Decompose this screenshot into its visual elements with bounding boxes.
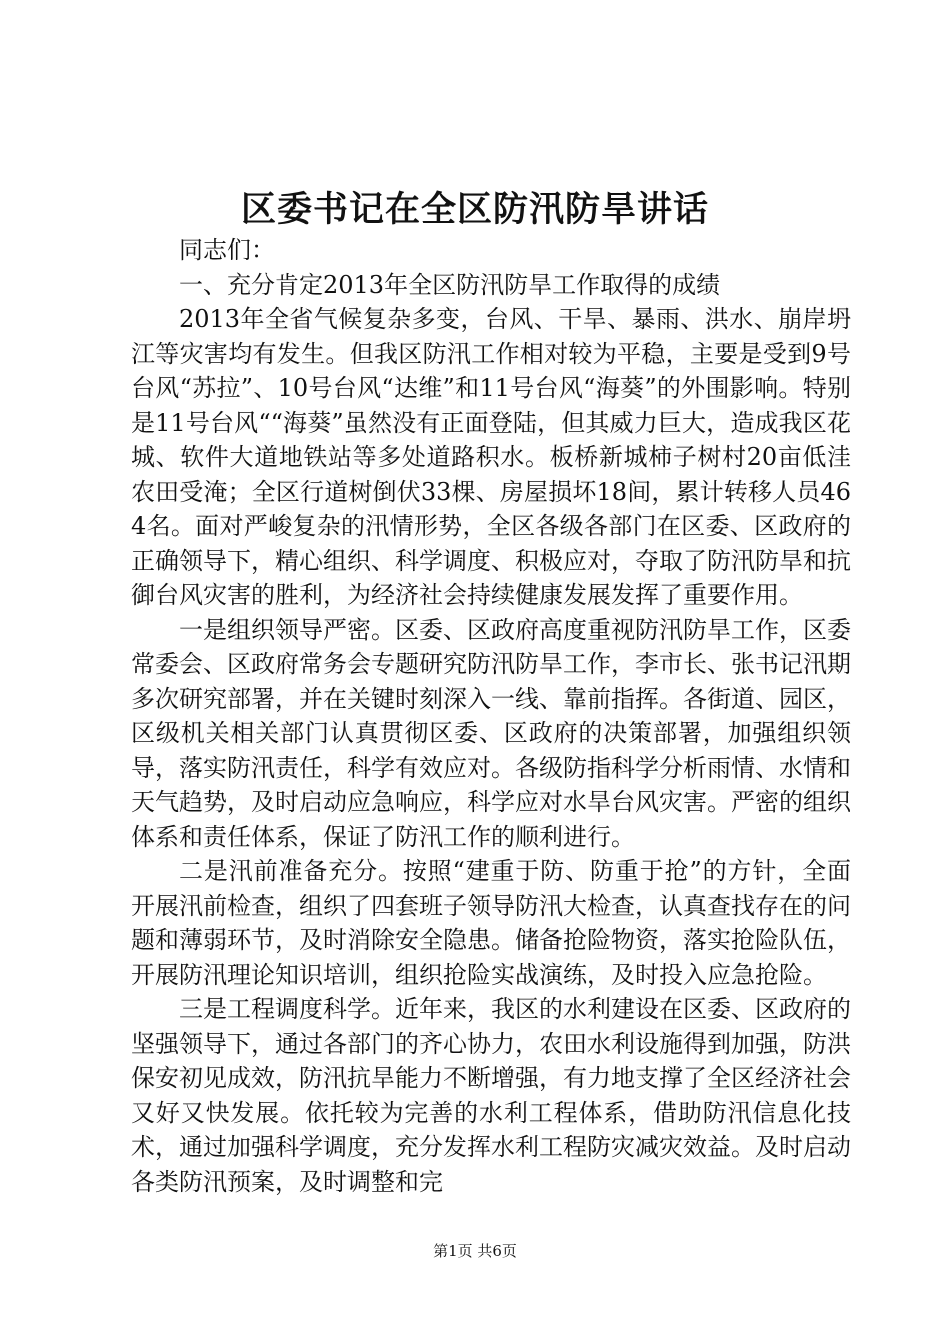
salutation-paragraph: 同志们：: [179, 236, 275, 264]
body-paragraph: 2013年全省气候复杂多变，台风、干旱、暴雨、洪水、崩岸坍江等灾害均有发生。但我区防汛工作相对较为平稳，主要是受到9号台风“苏拉”、10号台风“达维”和11号台风“海葵”的外围影响。特别是11号台风““海葵”虽然没有正面登陆，但其威力巨大，造成我区花城、软件大道地铁站等多处道路积水。板桥新城柿子树村20亩低洼农田受淹；全区行道树倒伏33棵、房屋损坏18间，累计转移人员464名。面对严峻复杂的汛情形势，全区各级各部门在区委、区政府的正确领导下，精心组织、科学调度、积极应对，夺取了防汛防旱和抗御台风灾害的胜利，为经济社会持续健康发展发挥了重要作用。: [131, 305, 851, 609]
section-heading: 一、充分肯定2013年全区防汛防旱工作取得的成绩: [179, 270, 721, 299]
document-body: [131, 233, 851, 1199]
body-paragraph: 二是汛前准备充分。按照“建重于防、防重于抢”的方针，全面开展汛前检查，组织了四套班子领导防汛大检查，认真查找存在的问题和薄弱环节，及时消除安全隐患。储备抢险物资，落实抢险队伍，开展防汛理论知识培训，组织抢险实战演练，及时投入应急抢险。: [131, 857, 851, 989]
body-paragraph: 三是工程调度科学。近年来，我区的水利建设在区委、区政府的坚强领导下，通过各部门的齐心协力，农田水利设施得到加强，防洪保安初见成效，防汛抗旱能力不断增强，有力地支撑了全区经济社会又好又快发展。依托较为完善的水利工程体系，借助防汛信息化技术，通过加强科学调度，充分发挥水利工程防灾减灾效益。及时启动各类防汛预案，及时调整和完: [131, 995, 851, 1196]
body-paragraph: 一是组织领导严密。区委、区政府高度重视防汛防旱工作，区委常委会、区政府常务会专题研究防汛防旱工作，李市长、张书记汛期多次研究部署，并在关键时刻深入一线、靠前指挥。各街道、园区，区级机关相关部门认真贯彻区委、区政府的决策部署，加强组织领导，落实防汛责任，科学有效应对。各级防指科学分析雨情、水情和天气趋势，及时启动应急响应，科学应对水旱台风灾害。严密的组织体系和责任体系，保证了防汛工作的顺利进行。: [131, 615, 851, 851]
document-title: 区委书记在全区防汛防旱讲话: [240, 189, 709, 230]
page-number-footer: 第1页 共6页: [433, 1242, 517, 1260]
